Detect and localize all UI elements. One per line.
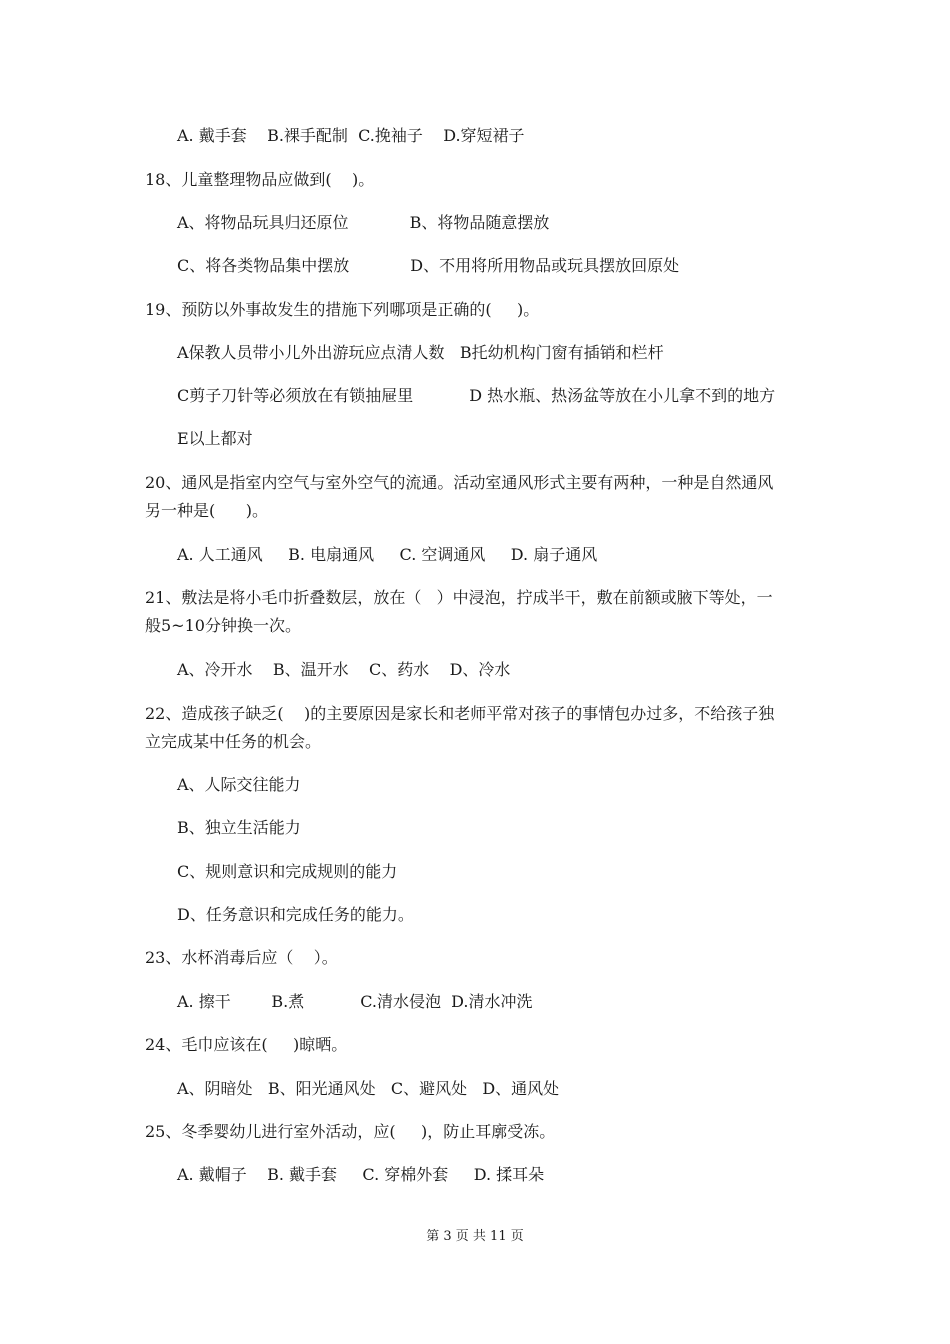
q22-option-d: D、任务意识和完成任务的能力。 (177, 905, 414, 924)
q19-options-row-1: A保教人员带小儿外出游玩应点清人数 B托幼机构门窗有插销和栏杆 (177, 343, 664, 362)
q21-stem-line-2: 般5~10分钟换一次。 (145, 616, 301, 635)
q22-option-c: C、规则意识和完成规则的能力 (177, 862, 398, 881)
q20-stem-line-1: 20、通风是指室内空气与室外空气的流通。活动室通风形式主要有两种，一种是自然通风 (145, 473, 774, 492)
q20-options: A. 人工通风 B. 电扇通风 C. 空调通风 D. 扇子通风 (177, 545, 598, 564)
q19-options-row-3: E以上都对 (177, 429, 253, 448)
q21-stem-line-1: 21、敷法是将小毛巾折叠数层，放在（ ）中浸泡，拧成半干，敷在前额或腋下等处，一 (145, 588, 773, 607)
q21-options: A、冷开水 B、温开水 C、药水 D、冷水 (177, 660, 511, 679)
q25-stem: 25、冬季婴幼儿进行室外活动，应( )，防止耳廓受冻。 (145, 1122, 556, 1141)
q19-stem: 19、预防以外事故发生的措施下列哪项是正确的( )。 (145, 300, 540, 319)
q17-options: A. 戴手套 B.裸手配制 C.挽袖子 D.穿短裙子 (177, 126, 525, 145)
q23-stem: 23、水杯消毒后应（ ）。 (145, 948, 338, 967)
q24-options: A、阴暗处 B、阳光通风处 C、避风处 D、通风处 (177, 1079, 560, 1098)
q18-options-row-1: A、将物品玩具归还原位 B、将物品随意摆放 (177, 213, 550, 232)
q22-option-a: A、人际交往能力 (177, 775, 301, 794)
q22-stem-line-1: 22、造成孩子缺乏( )的主要原因是家长和老师平常对孩子的事情包办过多，不给孩子独 (145, 704, 775, 723)
q18-options-row-2: C、将各类物品集中摆放 D、不用将所用物品或玩具摆放回原处 (177, 256, 680, 275)
q22-option-b: B、独立生活能力 (177, 818, 301, 837)
q23-options: A. 擦干 B.煮 C.清水侵泡 D.清水冲洗 (177, 992, 533, 1011)
page-number-footer: 第 3 页 共 11 页 (426, 1229, 524, 1244)
q18-stem: 18、儿童整理物品应做到( )。 (145, 170, 375, 189)
q19-options-row-2: C剪子刀针等必须放在有锁抽屉里 D 热水瓶、热汤盆等放在小儿拿不到的地方 (177, 386, 776, 405)
q22-stem-line-2: 立完成某中任务的机会。 (145, 732, 322, 751)
q25-options: A. 戴帽子 B. 戴手套 C. 穿棉外套 D. 揉耳朵 (177, 1165, 545, 1184)
q20-stem-line-2: 另一种是( )。 (145, 501, 269, 520)
q24-stem: 24、毛巾应该在( )晾晒。 (145, 1035, 348, 1054)
